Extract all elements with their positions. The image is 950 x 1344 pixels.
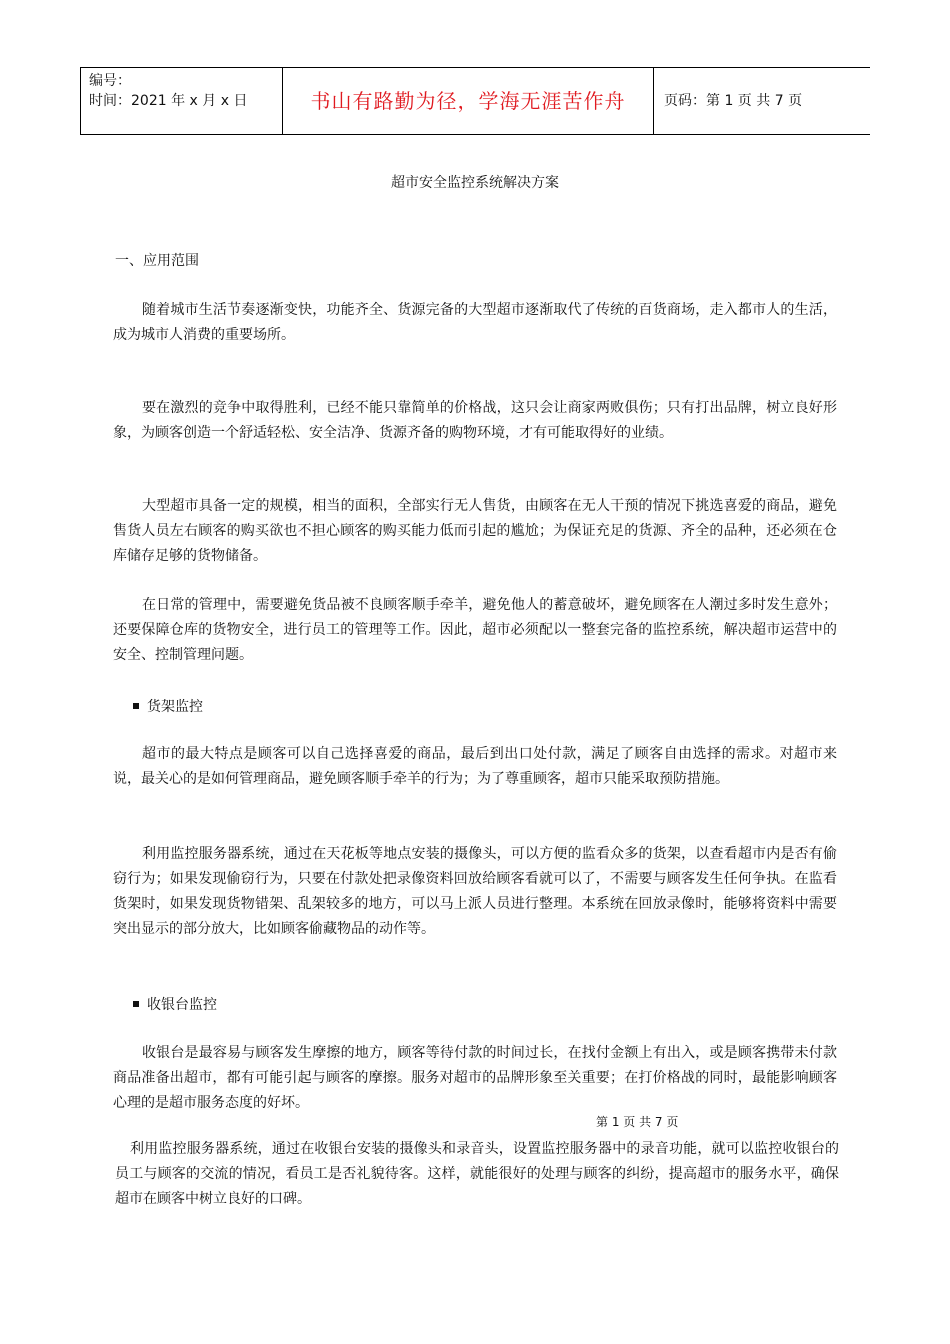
motto: 书山有路勤为径，学海无涯苦作舟 xyxy=(283,68,654,135)
page-footer: 第 1 页 共 7 页 xyxy=(596,1115,679,1129)
paragraph: 大型超市具备一定的规模，相当的面积，全部实行无人售货，由顾客在无人干预的情况下挑选喜爱的商品，避免售货人员左右顾客的购买欲也不担心顾客的购买能力低而引起的尴尬；为保证充足的货源、齐全的品种，还必须在仓库储存足够的货物储备。 xyxy=(113,498,837,564)
bullet-label: 货架监控 xyxy=(147,699,203,715)
header-meta-cell xyxy=(81,68,283,135)
paragraph: 收银台是最容易与顾客发生摩擦的地方，顾客等待付款的时间过长，在找付金额上有出入，或是顾客携带未付款商品准备出超市，都有可能引起与顾客的摩擦。服务对超市的品牌形象至关重要；在打价格战的同时，最能影响顾客心理的是超市服务态度的好坏。 xyxy=(113,1045,837,1111)
time-label: 时间：2021 年 x 月 x 日 xyxy=(89,93,248,109)
paragraph: 随着城市生活节奏逐渐变快，功能齐全、货源完备的大型超市逐渐取代了传统的百货商场，走入都市人的生活，成为城市人消费的重要场所。 xyxy=(113,302,837,343)
section-heading: 一、应用范围 xyxy=(115,253,199,269)
page-label: 页码：第 1 页 共 7 页 xyxy=(664,93,803,109)
paragraph: 在日常的管理中，需要避免货品被不良顾客顺手牵羊，避免他人的蓄意破坏，避免顾客在人潮过多时发生意外；还要保障仓库的货物安全，进行员工的管理等工作。因此，超市必须配以一整套完备的监控系统，解决超市运营中的安全、控制管理问题。 xyxy=(113,597,837,663)
square-bullet-icon xyxy=(133,1001,139,1007)
square-bullet-icon xyxy=(133,703,139,709)
bullet-heading xyxy=(133,696,203,716)
bullet-label: 收银台监控 xyxy=(147,997,217,1013)
number-label: 编号： xyxy=(89,73,131,89)
paragraph: 要在激烈的竞争中取得胜利，已经不能只靠简单的价格战，这只会让商家两败俱伤；只有打出品牌，树立良好形象，为顾客创造一个舒适轻松、安全洁净、货源齐备的购物环境，才有可能取得好的业绩。 xyxy=(113,400,837,441)
paragraph: 利用监控服务器系统，通过在收银台安装的摄像头和录音头，设置监控服务器中的录音功能，就可以监控收银台的员工与顾客的交流的情况，看员工是否礼貌待客。这样，就能很好的处理与顾客的纠纷，提高超市的服务水平，确保超市在顾客中树立良好的口碑。 xyxy=(115,1141,839,1207)
paragraph: 超市的最大特点是顾客可以自己选择喜爱的商品，最后到出口处付款，满足了顾客自由选择的需求。对超市来说，最关心的是如何管理商品，避免顾客顺手牵羊的行为；为了尊重顾客，超市只能采取预防措施。 xyxy=(113,746,837,787)
bullet-heading xyxy=(133,994,217,1014)
header-table xyxy=(80,67,870,135)
document-title: 超市安全监控系统解决方案 xyxy=(391,175,559,191)
paragraph: 利用监控服务器系统，通过在天花板等地点安装的摄像头，可以方便的监看众多的货架，以查看超市内是否有偷窃行为；如果发现偷窃行为，只要在付款处把录像资料回放给顾客看就可以了，不需要与顾客发生任何争执。在监看货架时，如果发现货物错架、乱架较多的地方，可以马上派人员进行整理。本系统在回放录像时，能够将资料中需要突出显示的部分放大，比如顾客偷藏物品的动作等。 xyxy=(113,846,837,937)
